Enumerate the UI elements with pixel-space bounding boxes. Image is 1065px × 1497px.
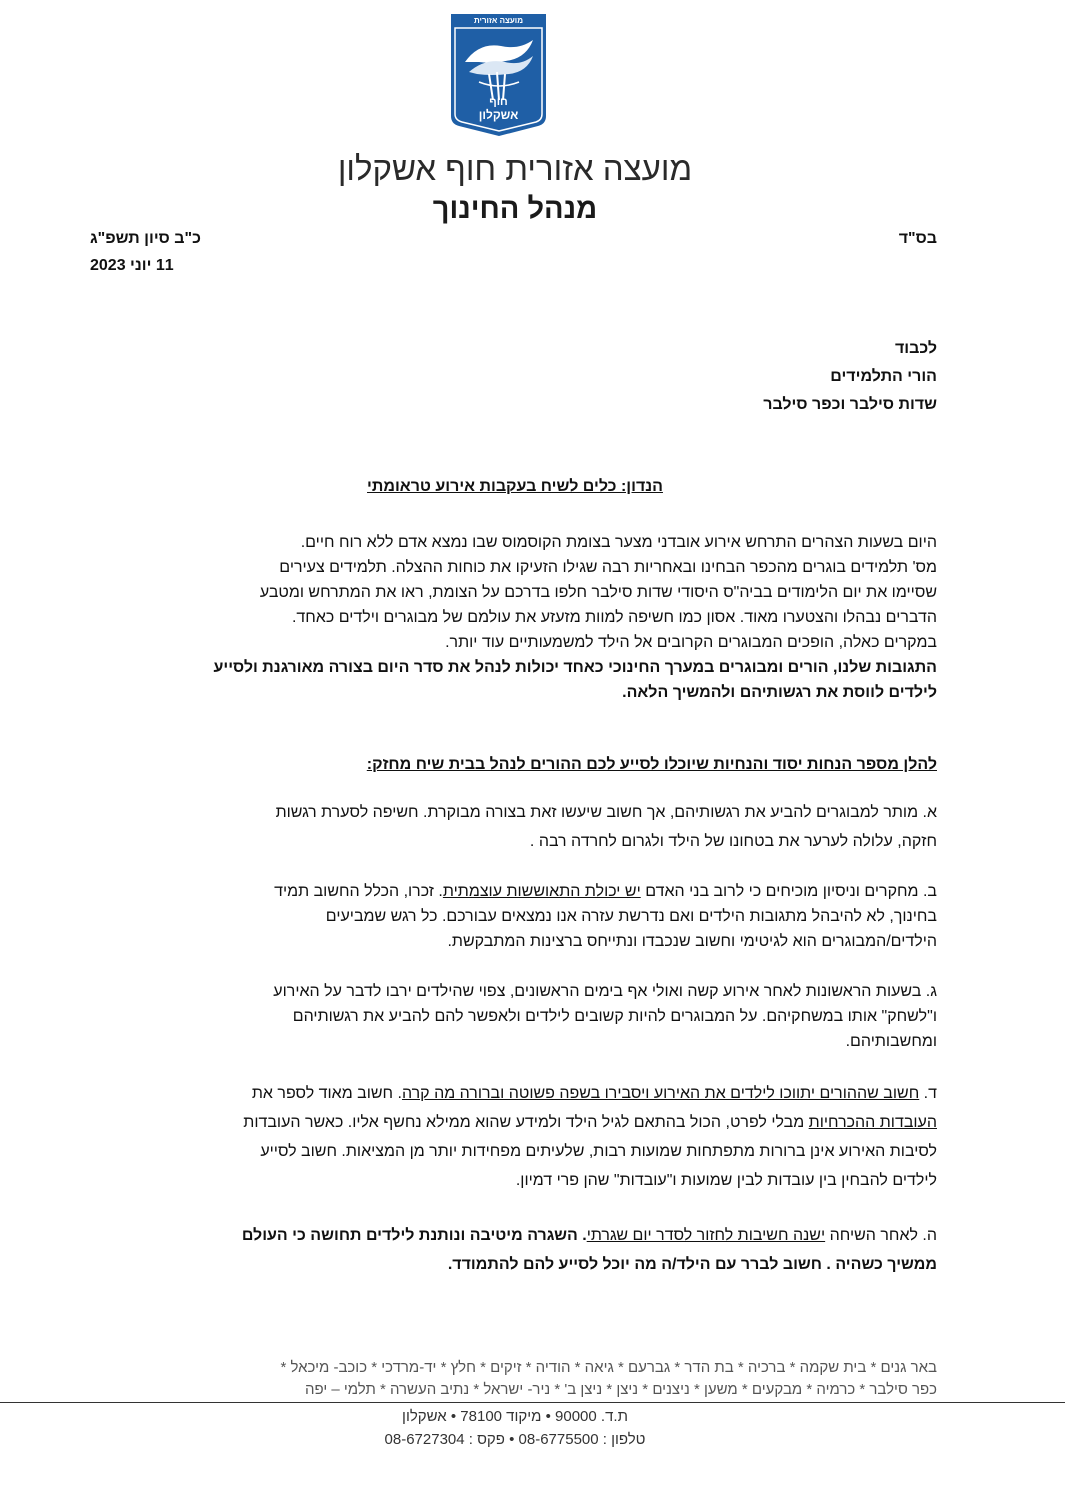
- section-e: [117, 1221, 937, 1279]
- department-name: מנהל החינוך: [432, 193, 598, 225]
- addressee-line-1: לכבוד: [894, 340, 937, 357]
- section-c-line: ומחשבותיהם.: [845, 1033, 937, 1050]
- section-c-line: ג. בשעות הראשונות לאחר אירוע קשה ואולי אף בימים הראשונים, צפוי שהילדים ירבו לדבר על האירוע: [273, 983, 937, 1000]
- intro-bold-line: התגובות שלנו, הורים ומבוגרים במערך החינוכי כאחד יכולות לנהל את סדר היום בצורה מאורגנת ולסייע: [213, 659, 937, 676]
- footer-villages: [97, 1357, 937, 1401]
- section-d-line: [117, 1079, 937, 1108]
- section-d-line: [117, 1108, 937, 1137]
- intro-line: היום בשעות הצהרים התרחש אירוע אובדני מצער בצומת הקוסמוס שבו נמצא אדם ללא רוח חיים.: [300, 534, 937, 551]
- intro-line: הדברים נבהלו והצטערו מאוד. אסון כמו חשיפה למוות מזעזע את עולמם של מבוגרים וילדים כאחד.: [291, 609, 937, 626]
- villages-line: באר גנים * בית שקמה * ברכיה * בת הדר * גברעם * גיאה * הודיה * זיקים * חלץ * יד-מרדכי * כוכב- מיכאל *: [280, 1359, 937, 1376]
- intro-bold-line: לילדים לווסת את רגשותיהם ולהמשיך הלאה.: [622, 684, 937, 701]
- subject-line: הנדון: כלים לשיח בעקבות אירוע טראומתי: [367, 478, 663, 495]
- footer-address: ת.ד. 90000 • מיקוד 78100 • אשקלון: [402, 1408, 628, 1425]
- gregorian-date: 11 יוני 2023: [90, 257, 174, 274]
- hebrew-date: כ"ב סיון תשפ"ג: [90, 230, 201, 247]
- section-b-line: הילדים/המבוגרים הוא לגיטימי וחשוב שנכבדו ונתייחס ברצינות המתבקשת.: [447, 933, 937, 950]
- section-d-line: לילדים להבחין בין עובדות לבין שמועות ו"עובדות" שהן פרי דמיון.: [515, 1172, 937, 1189]
- section-b-text: . זכרו, הכלל החשוב תמיד: [274, 883, 443, 900]
- council-name: מועצה אזורית חוף אשקלון: [337, 150, 693, 187]
- footer-phones: טלפון : 08-6775500 • פקס : 08-6727304: [384, 1431, 646, 1448]
- section-e-underlined: ישנה חשיבות לחזור לסדר יום שגרתי: [586, 1227, 826, 1244]
- intro-line: שסיימו את יום הלימודים בביה"ס היסודי שדות סילבר חלפו בדרכם על הצומת, ראו את המתרחש ומטבע: [259, 584, 937, 601]
- council-logo: [449, 12, 548, 138]
- intro-paragraph: [112, 530, 937, 705]
- section-b-line: בחינוך, לא להיבהל מתגובות הילדים ואם נדרשת עזרה אנו נמצאים עבורכם. כל רגש שמביעים: [325, 908, 937, 925]
- section-c: [117, 979, 937, 1054]
- section-b-underlined: יש יכולת התאוששות עוצמתית: [442, 883, 641, 900]
- logo-bottom-text-2: אשקלון: [478, 108, 519, 122]
- section-d-text: ד.: [919, 1085, 937, 1102]
- section-b-line: [117, 879, 937, 904]
- section-b: [117, 879, 937, 954]
- section-c-line: ו"לשחק" אותו במשחקיהם. על המבוגרים להיות קשובים לילדים ולאפשר להם להביע את רגשותיהם: [292, 1008, 937, 1025]
- villages-line: כפר סילבר * כרמיה * מבקעים * משען * ניצנים * ניצן * ניצן ב' * ניר- ישראל * נתיב העשרה * תלמי – יפה: [304, 1381, 937, 1398]
- section-e-line: ממשיך כשהיה . חשוב לברר עם הילד/ה מה יוכל לסייע להם להתמודד.: [447, 1256, 937, 1273]
- footer-divider: [0, 1402, 1065, 1403]
- intro-line: במקרים כאלה, הופכים המבוגרים הקרובים אל הילד למשמעותיים עוד יותר.: [445, 634, 937, 651]
- section-e-line: [117, 1221, 937, 1250]
- section-a: [117, 799, 937, 857]
- addressee-line-2: הורי התלמידים: [830, 368, 937, 385]
- section-b-text: ב. מחקרים וניסיון מוכיחים כי לרוב בני האדם: [640, 883, 937, 900]
- logo-top-text: מועצה אזורית: [473, 16, 524, 25]
- section-d-line: לסיבות האירוע אינן ברורות מתפתחות שמועות רבות, שלעיתים מפחידות יותר מן המציאות. חשוב לסייע: [260, 1143, 937, 1160]
- section-d-text: . חשוב מאוד לספר את: [251, 1085, 402, 1102]
- section-d-underlined: העובדות ההכרחיות: [808, 1114, 937, 1131]
- section-d-underlined: חשוב שההורים יתווכו לילדים את האירוע ויסבירו בשפה פשוטה וברורה מה קרה: [401, 1085, 920, 1102]
- logo-bottom-text-1: חוף: [489, 96, 508, 108]
- bsd-mark: בס"ד: [898, 230, 937, 247]
- intro-line: מס' תלמידים בוגרים מהכפר הבחינו ובאחריות רבה שגילו הזעיקו את כוחות ההצלה. תלמידים צעירים: [279, 559, 937, 576]
- section-d-text: מבלי לפרט, הכול בהתאם לגיל הילד ולמידע שהוא ממילא נחשף אליו. כאשר העובדות: [243, 1114, 809, 1131]
- addressee-line-3: שדות סילבר וכפר סילבר: [763, 396, 937, 413]
- section-e-bold: . השגרה מיטיבה ונותנת לילדים תחושה כי העולם: [241, 1227, 587, 1244]
- section-e-text: ה. לאחר השיחה: [825, 1227, 937, 1244]
- section-d: [117, 1079, 937, 1195]
- guidelines-heading: להלן מספר הנחות יסוד והנחיות שיוכלו לסייע לכם ההורים לנהל בבית שיח מחזק:: [366, 756, 937, 773]
- section-a-line: חזקה, עלולה לערער את בטחונו של הילד ולגרום לחרדה רבה .: [529, 833, 937, 850]
- section-a-line: א. מותר למבוגרים להביע את רגשותיהם, אך חשוב שיעשו זאת בצורה מבוקרת. חשיפה לסערת רגשות: [275, 804, 937, 821]
